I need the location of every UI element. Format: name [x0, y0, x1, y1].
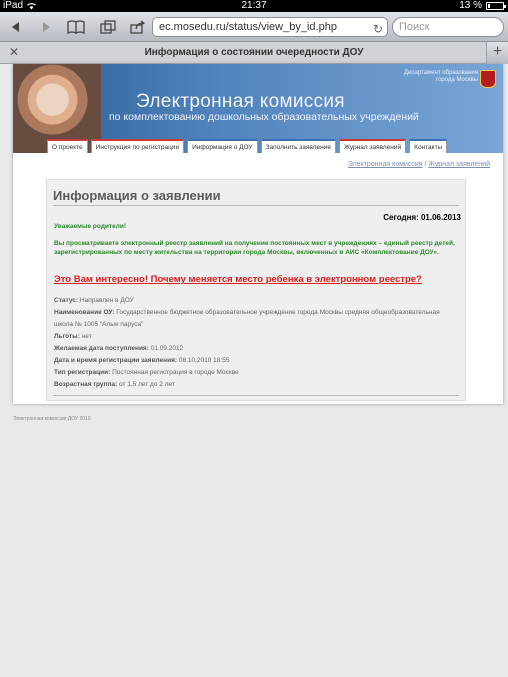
nav-contacts[interactable]: Контакты	[409, 139, 447, 153]
site-subtitle: по комплектованию дошкольных образовательных учреждений	[109, 111, 419, 123]
divider	[53, 205, 459, 206]
new-tab-icon[interactable]: +	[486, 42, 508, 64]
field-institution: Наименование ОУ: Государственное бюджетное образовательное учреждение города Москвы средняя общеобразовательная школа № 1005 "Алые паруса"	[54, 309, 440, 328]
nav-dou-info[interactable]: Информация о ДОУ	[187, 139, 257, 153]
page-title: Информация о заявлении	[53, 188, 221, 203]
battery-icon	[486, 2, 504, 10]
close-tab-icon[interactable]: ✕	[9, 45, 20, 59]
nav-instructions[interactable]: Инструкция по регистрации	[91, 139, 184, 153]
url-text: ec.mosedu.ru/status/view_by_id.php	[159, 21, 337, 33]
forward-icon[interactable]	[36, 18, 56, 36]
status-bar	[0, 0, 508, 12]
site-banner	[13, 64, 503, 153]
field-benefits: Льготы: нет	[54, 333, 92, 340]
application-info-panel	[46, 179, 466, 401]
share-icon[interactable]	[128, 18, 148, 36]
field-age-group: Возрастная группа: от 1,5 лет до 2 лет	[54, 381, 175, 388]
department-label[interactable]: Департамент образования города Москвы	[403, 70, 478, 83]
application-fields	[54, 295, 459, 391]
tabs-icon[interactable]	[98, 18, 118, 36]
bookmarks-icon[interactable]	[66, 18, 86, 36]
breadcrumb	[348, 161, 490, 168]
nav-fill-application[interactable]: Заполнить заявление	[261, 139, 336, 153]
address-bar[interactable]	[152, 17, 388, 37]
nav-about[interactable]: О проекте	[47, 139, 88, 153]
divider	[53, 395, 459, 396]
tab-title[interactable]: Информация о состоянии очередности ДОУ	[144, 47, 364, 58]
site-title: Электронная комиссия	[136, 91, 345, 112]
field-desired-date: Желаемая дата поступления: 01.09.2012	[54, 345, 184, 352]
footer-text: Электронная комиссия ДОУ 2010	[13, 416, 91, 422]
tab-bar	[0, 42, 508, 64]
field-registration-datetime: Дата и время регистрации заявления: 08.10.2010 18:55	[54, 357, 230, 364]
moscow-emblem-icon[interactable]	[480, 70, 496, 88]
web-page	[13, 64, 503, 404]
carrier-label: iPad	[3, 0, 24, 11]
clock: 21:37	[241, 0, 267, 11]
breadcrumb-separator: /	[424, 161, 427, 168]
reload-icon[interactable]: ↻	[372, 22, 383, 36]
nav-journal[interactable]: Журнал заявлений	[339, 139, 406, 153]
promo-link[interactable]: Это Вам интересно! Почему меняется место ребенка в электронном реестре?	[54, 274, 422, 285]
field-registration-type: Тип регистрации: Постоянная регистрация в городе Москве	[54, 369, 239, 376]
breadcrumb-current[interactable]: Журнал заявлений	[428, 161, 490, 168]
browser-toolbar	[0, 12, 508, 42]
search-input[interactable]	[392, 17, 504, 37]
field-status: Статус: Направлен в ДОУ	[54, 297, 134, 304]
registry-notice: Вы просматриваете электронный реестр заявлений на получение постоянных мест в учреждениях – единый реестр детей, зарегистрированных по месту жительства на территории города Москвы, включенных в АИС «Комплектование ДОУ».	[54, 240, 455, 256]
back-icon[interactable]	[6, 18, 26, 36]
site-nav	[13, 139, 503, 153]
battery-percent: 13 %	[459, 0, 482, 11]
greeting: Уважаемые родители!	[54, 223, 126, 230]
breadcrumb-home[interactable]: Электронная комиссия	[347, 161, 423, 168]
search-placeholder: Поиск	[399, 21, 430, 33]
today-date: Сегодня: 01.06.2013	[383, 213, 461, 222]
